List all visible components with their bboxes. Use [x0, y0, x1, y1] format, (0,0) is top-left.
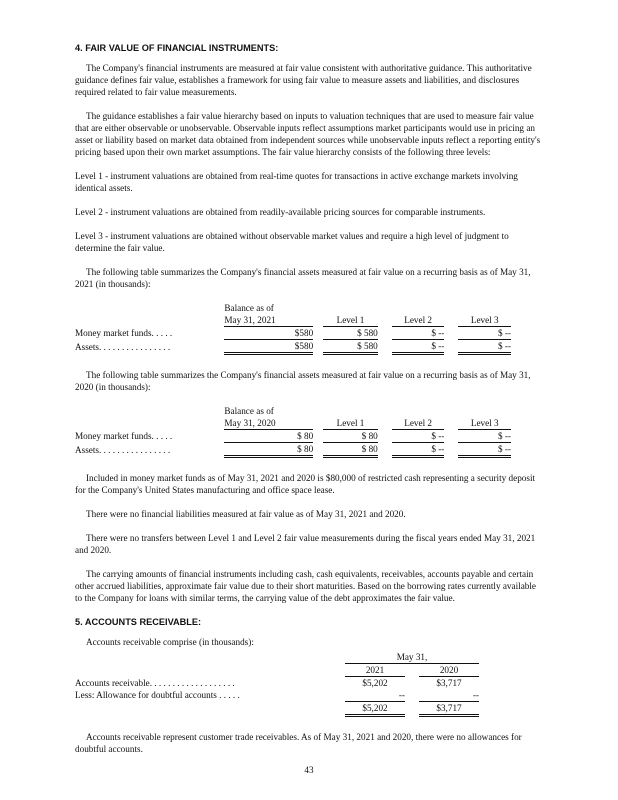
paragraph-receivables-note: Accounts receivable represent customer trade receivables. As of May 31, 2021 and 2020, there were no allowances for doubtful accounts.	[75, 732, 522, 754]
table-header-row	[75, 664, 479, 677]
accounts-receivable-table	[75, 651, 479, 717]
fair-value-table-2021	[75, 302, 511, 355]
header-balance-line1: Balance as of	[224, 303, 274, 313]
header-level-3: Level 3	[458, 314, 511, 327]
paragraph-hierarchy: The guidance establishes a fair value hierarchy based on inputs to valuation techniques that are used to measure fair value that are either observable or unobservable. Observable inputs reflect assumptions market participants would use in pricing an asset or liability based on market data obtained from independent sources while unobservable inputs reflect a reporting entity's pricing based upon their own market assumptions. The fair value hierarchy consists of the following three levels:	[75, 111, 541, 157]
page-number: 43	[304, 765, 314, 775]
cell-level-2: $ --	[392, 340, 444, 354]
header-balance-line1: Balance as of	[224, 406, 274, 416]
table-header-row	[75, 405, 511, 417]
cell-level-1: $ 80	[323, 430, 378, 443]
cell-balance: $580	[224, 340, 313, 354]
cell-balance: $ 80	[224, 430, 313, 443]
paragraph-level-1: Level 1 - instrument valuations are obtained from real-time quotes for transactions in active exchange markets involving identical assets.	[75, 171, 518, 193]
header-year-2020: 2020	[419, 664, 479, 677]
cell-level-2: $ --	[392, 443, 444, 457]
paragraph-table-2021-intro: The following table summarizes the Company's financial assets measured at fair value on a recurring basis as of May 31, 2021 (in thousands):	[75, 267, 531, 289]
receivables-intro: Accounts receivable comprise (in thousands):	[86, 637, 254, 647]
header-balance-line2: May 31, 2020	[224, 417, 313, 430]
paragraph-fair-value-intro: The Company's financial instruments are measured at fair value consistent with authoritative guidance. This authoritative guidance defines fair value, establishes a framework for using fair value to measure assets and liabilities, and disclosures required related to fair value measurements.	[75, 63, 532, 97]
cell-balance: $580	[224, 327, 313, 340]
row-label: Less: Allowance for doubtful accounts . . . . .	[75, 690, 240, 701]
cell-level-1: $ 580	[323, 340, 378, 354]
paragraph-table-2020-intro: The following table summarizes the Company's financial assets measured at fair value on a recurring basis as of May 31, 2020 (in thousands):	[75, 370, 531, 392]
cell-level-2: $ --	[392, 430, 444, 443]
header-balance-line2: May 31, 2021	[224, 314, 313, 327]
paragraph-carrying-amounts: The carrying amounts of financial instruments including cash, cash equivalents, receivables, accounts payable and certain other accrued liabilities, approximate fair value due to their short maturities. Based on the borrowing rates currently available to the Company for loans with similar terms, the carrying value of the debt approximates the fair value.	[75, 569, 536, 603]
table-header-row	[75, 314, 511, 327]
paragraph-no-transfers: There were no transfers between Level 1 and Level 2 fair value measurements during the fiscal years ended May 31, 2021 and 2020.	[75, 533, 536, 555]
header-level-1: Level 1	[323, 417, 378, 430]
header-level-3: Level 3	[458, 417, 511, 430]
cell-2021: $5,202	[362, 678, 388, 688]
table-row	[75, 443, 511, 457]
row-label: Accounts receivable. . . . . . . . . . . . . . . . . . .	[75, 677, 235, 688]
cell-balance: $ 80	[224, 443, 313, 457]
row-label: Assets. . . . . . . . . . . . . . . .	[75, 444, 171, 455]
cell-level-1: $ 580	[323, 327, 378, 340]
table-row	[75, 327, 511, 340]
cell-level-3: $ --	[458, 430, 511, 443]
cell-level-1: $ 80	[323, 443, 378, 457]
header-date: May 31,	[345, 651, 479, 664]
section-heading-accounts-receivable: 5. ACCOUNTS RECEIVABLE:	[75, 617, 202, 627]
header-level-2: Level 2	[392, 314, 444, 327]
cell-total-2021: $5,202	[345, 702, 405, 716]
table-header-row	[75, 417, 511, 430]
table-row-total	[75, 702, 479, 716]
header-level-2: Level 2	[392, 417, 444, 430]
document-page	[75, 42, 545, 767]
table-row	[75, 340, 511, 354]
row-label: Assets. . . . . . . . . . . . . . . .	[75, 341, 171, 352]
table-row	[75, 689, 479, 702]
cell-level-3: $ --	[458, 327, 511, 340]
header-level-1: Level 1	[323, 314, 378, 327]
header-year-2021: 2021	[345, 664, 405, 677]
paragraph-level-2: Level 2 - instrument valuations are obtained from readily-available pricing sources for comparable instruments.	[75, 207, 486, 217]
table-row	[75, 677, 479, 690]
table-header-row	[75, 651, 479, 664]
row-label: Money market funds. . . . .	[75, 431, 173, 441]
cell-2020: --	[419, 689, 479, 702]
cell-2020: $3,717	[436, 678, 462, 688]
paragraph-no-liabilities: There were no financial liabilities measured at fair value as of May 31, 2021 and 2020.	[86, 509, 406, 519]
table-header-row	[75, 302, 511, 314]
cell-level-3: $ --	[458, 340, 511, 354]
row-label: Money market funds. . . . .	[75, 328, 173, 338]
cell-level-2: $ --	[392, 327, 444, 340]
cell-total-2020: $3,717	[419, 702, 479, 716]
section-heading-fair-value: 4. FAIR VALUE OF FINANCIAL INSTRUMENTS:	[75, 43, 279, 53]
paragraph-restricted-cash: Included in money market funds as of May 31, 2021 and 2020 is $80,000 of restricted cash representing a security deposit for the Company's United States manufacturing and office space lease.	[75, 473, 536, 495]
paragraph-level-3: Level 3 - instrument valuations are obtained without observable market values and require a high level of judgment to determine the fair value.	[75, 231, 509, 253]
cell-level-3: $ --	[458, 443, 511, 457]
fair-value-table-2020	[75, 405, 511, 458]
table-row	[75, 430, 511, 443]
cell-2021: --	[345, 689, 405, 702]
